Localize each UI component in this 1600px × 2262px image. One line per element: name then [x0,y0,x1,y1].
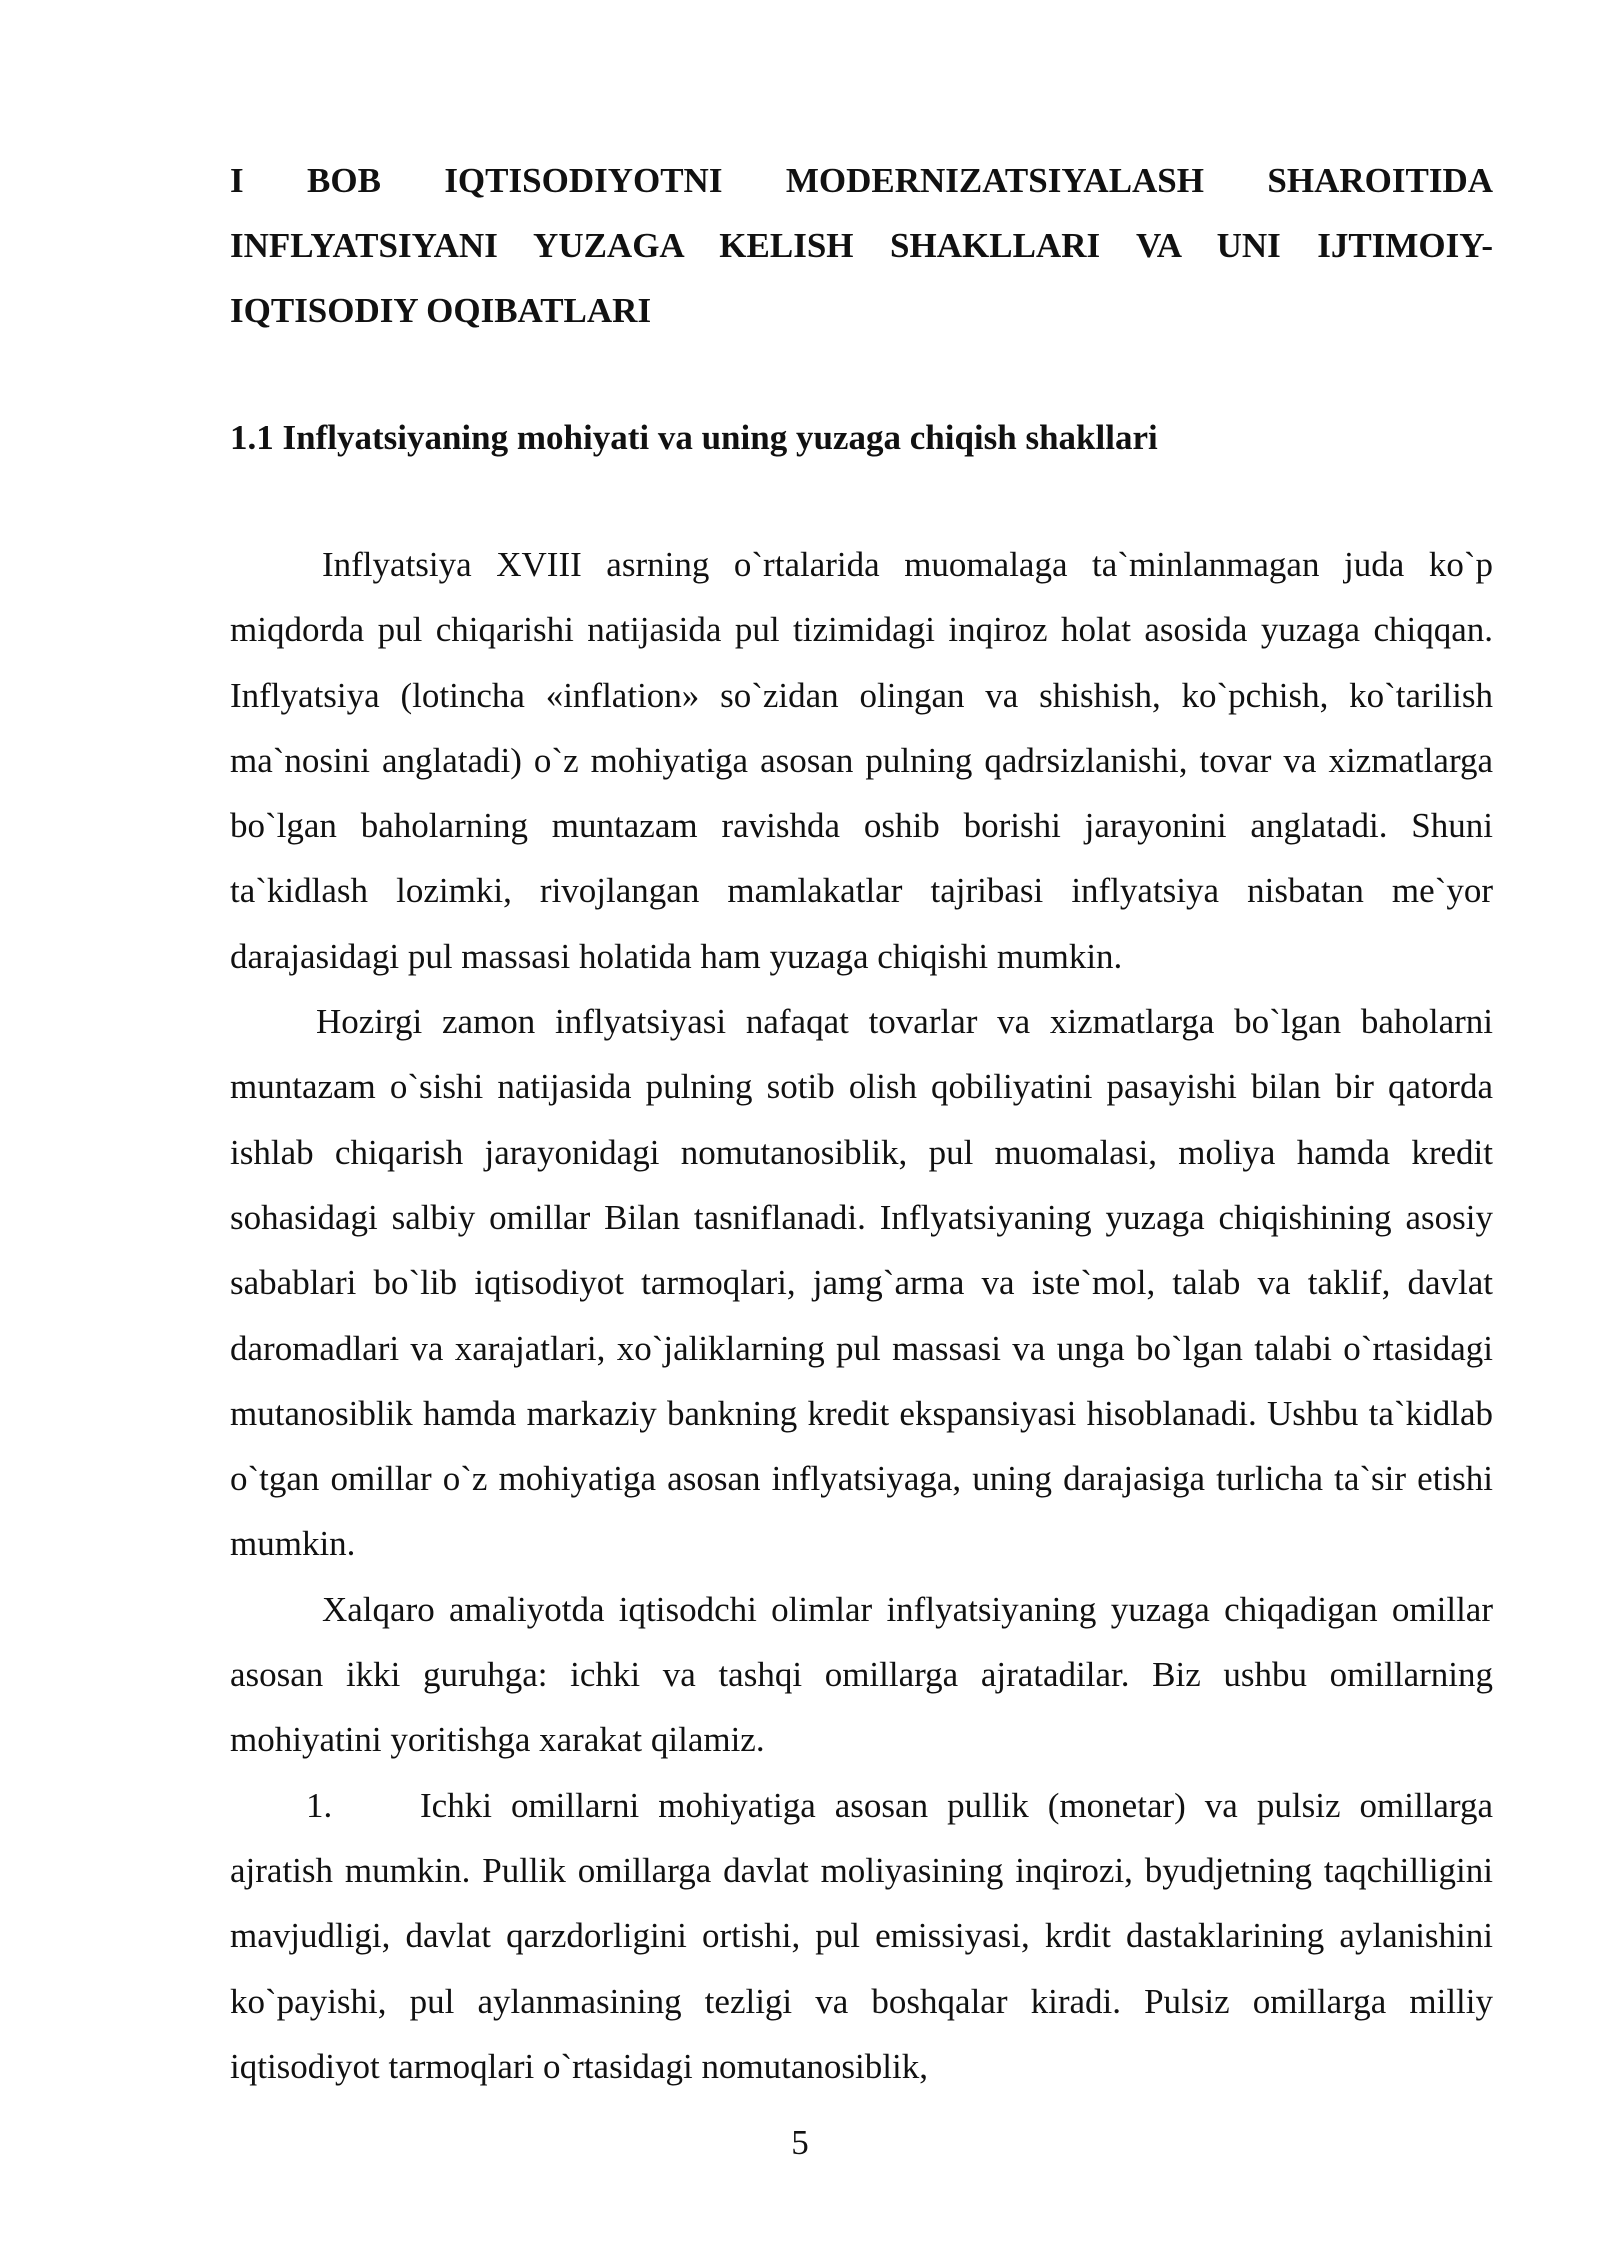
chapter-title: I BOB IQTISODIYOTNI MODERNIZATSIYALASH SHAROITIDA INFLYATSIYANI YUZAGA KELISH SHAKLLARI VA UNI IJTIMOIY-IQTISODIY OQIBATLARI [230,161,1493,330]
numbered-list-item [230,1773,1493,2099]
body-text [230,532,1493,2099]
list-item-number: 1. [306,1785,333,1825]
paragraph: Hozirgi zamon inflyatsiyasi nafaqat tovarlar va xizmatlarga bo`lgan baholarni muntazam o`sishi natijasida pulning sotib olish qobiliyatini pasayishi bilan bir qatorda ishlab chiqarish jarayonidagi nomutanosiblik, pul muomalasi, moliya hamda kredit sohasidagi salbiy omillar Bilan tasniflanadi. Inflyatsiyaning yuzaga chiqishining asosiy sabablari bo`lib iqtisodiyot tarmoqlari, jamg`arma va iste`mol, talab va taklif, davlat daromadlari va xarajatlari, xo`jaliklarning pul massasi va unga bo`lgan talabi o`rtasidagi mutanosiblik hamda markaziy bankning kredit ekspansiyasi hisoblanadi. Ushbu ta`kidlab o`tgan omillar o`z mohiyatiga asosan inflyatsiyaga, uning darajasiga turlicha ta`sir etishi mumkin. [230,1002,1493,1564]
paragraph: Xalqaro amaliyotda iqtisodchi olimlar inflyatsiyaning yuzaga chiqadigan omillar asosan ikki guruhga: ichki va tashqi omillarga ajratadilar. Biz ushbu omillarning mohiyatini yoritishga xarakat qilamiz. [230,1589,1493,1760]
page-number: 5 [791,2123,809,2162]
section-title: 1.1 Inflyatsiyaning mohiyati va uning yuzaga chiqish shakllari [230,418,1158,457]
list-item-text: Ichki omillarni mohiyatiga asosan pullik (monetar) va pulsiz omillarga ajratish mumkin. Pullik omillarga davlat moliyasining inqirozi, byudjetning taqchilligini mavjudligi, davlat qarzdorligini ortishi, pul emissiyasi, krdit dastaklarining aylanishini ko`payishi, pul aylanmasining tezligi va boshqalar kiradi. Pulsiz omillarga milliy iqtisodiyot tarmoqlari o`rtasidagi nomutanosiblik, [230,1785,1493,2086]
paragraph: Inflyatsiya XVIII asrning o`rtalarida muomalaga ta`minlanmagan juda ko`p miqdorda pul chiqarishi natijasida pul tizimidagi inqiroz holat asosida yuzaga chiqqan. Inflyatsiya (lotincha «inflation» so`zidan olingan va shishish, ko`pchish, ko`tarilish ma`nosini anglatadi) o`z mohiyatiga asosan pulning qadrsizlanishi, tovar va xizmatlarga bo`lgan baholarning muntazam ravishda oshib borishi jarayonini anglatadi. Shuni ta`kidlash lozimki, rivojlangan mamlakatlar tajribasi inflyatsiya nisbatan me`yor darajasidagi pul massasi holatida ham yuzaga chiqishi mumkin. [230,545,1493,976]
page-content [230,148,1493,2099]
